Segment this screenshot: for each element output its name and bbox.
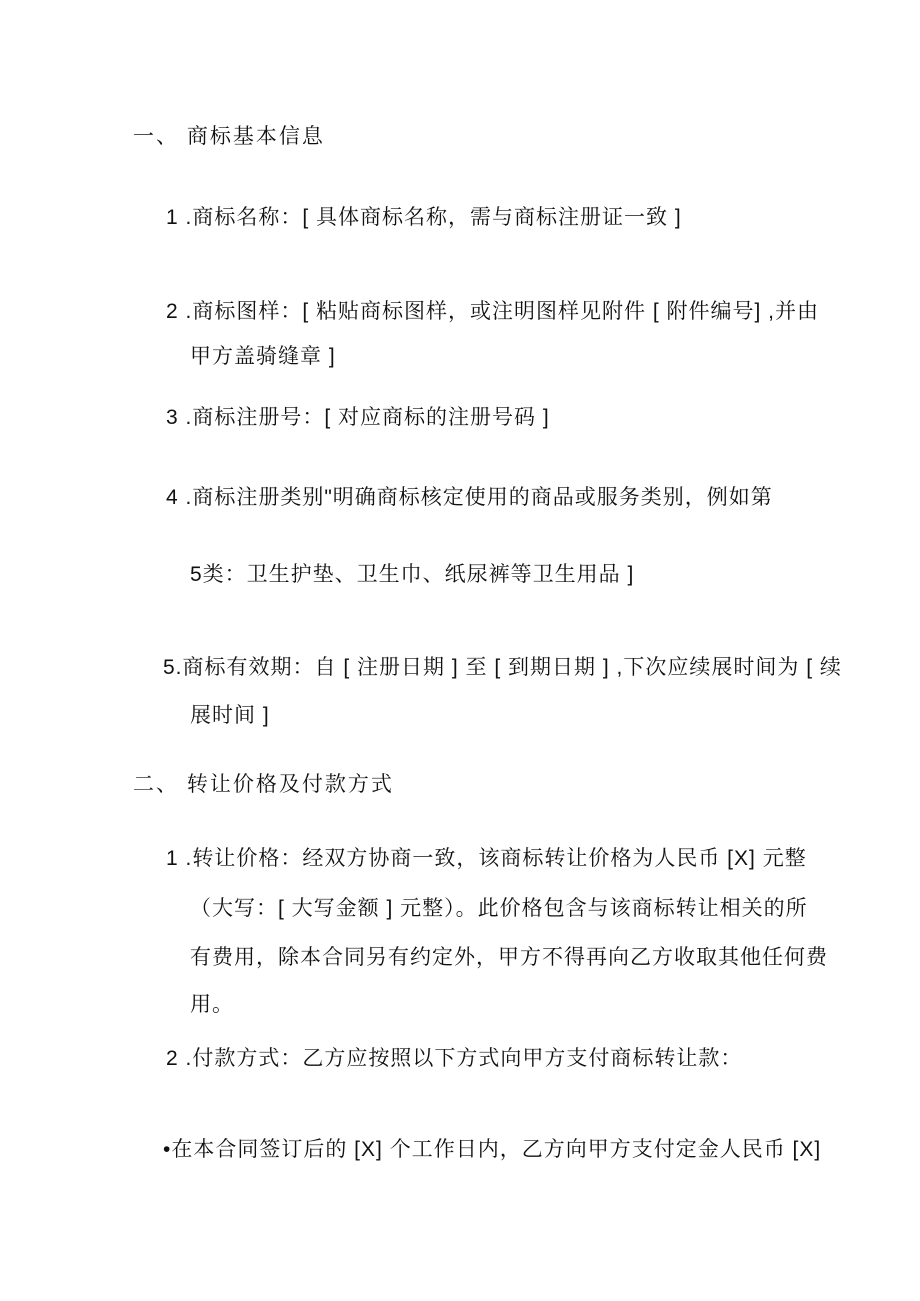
item-trademark-image-line2: 甲方盖骑缝章 ] xyxy=(190,345,336,368)
item-trademark-validity-line1: 5.商标有效期：自 [ 注册日期 ] 至 [ 到期日期 ] ,下次应续展时间为 [ 续 xyxy=(163,656,842,679)
item-payment-method: 2 .付款方式：乙方应按照以下方式向甲方支付商标转让款： xyxy=(166,1047,743,1070)
section-heading-trademark-info: 一、 商标基本信息 xyxy=(133,125,325,148)
item-transfer-price-line4: 用。 xyxy=(190,993,234,1016)
item-transfer-price-line2: （大写：[ 大写金额 ] 元整）。此价格包含与该商标转让相关的所 xyxy=(190,897,808,920)
section-heading-transfer-price: 二、 转让价格及付款方式 xyxy=(133,773,394,796)
item-trademark-class-line1: 4 .商标注册类别"明确商标核定使用的商品或服务类别，例如第 xyxy=(166,486,773,509)
item-trademark-validity-line2: 展时间 ] xyxy=(190,704,270,727)
item-transfer-price-line3: 有费用，除本合同另有约定外，甲方不得再向乙方收取其他任何费 xyxy=(190,946,828,969)
bullet-deposit-payment: •在本合同签订后的 [X] 个工作日内，乙方向甲方支付定金人民币 [X] xyxy=(163,1138,822,1161)
item-trademark-registration-number: 3 .商标注册号：[ 对应商标的注册号码 ] xyxy=(166,406,550,429)
item-trademark-name: 1 .商标名称：[ 具体商标名称，需与商标注册证一致 ] xyxy=(166,206,682,229)
item-trademark-class-line2: 5类：卫生护垫、卫生巾、纸尿裤等卫生用品 ] xyxy=(190,563,635,586)
item-trademark-image-line1: 2 .商标图样：[ 粘贴商标图样，或注明图样见附件 [ 附件编号] ,并由 xyxy=(166,300,820,323)
item-transfer-price-line1: 1 .转让价格：经双方协商一致，该商标转让价格为人民币 [X] 元整 xyxy=(166,847,807,870)
